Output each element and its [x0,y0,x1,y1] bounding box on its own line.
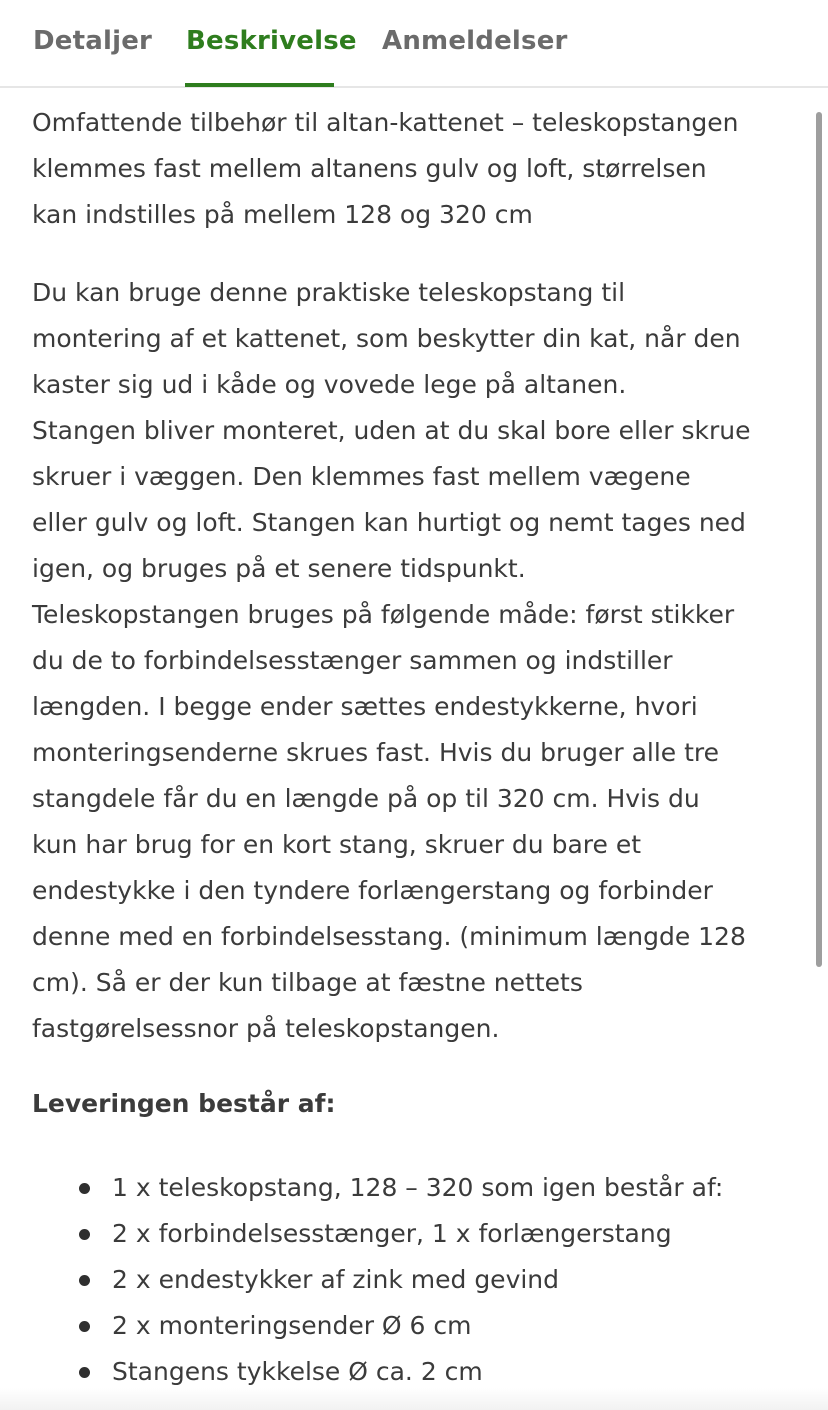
list-item-text: 2 x forbindelsesstænger, 1 x forlængerstang [112,1219,672,1248]
scrollbar[interactable] [816,112,822,967]
text-line: montering af et kattenet, som beskytter din kat, når den [32,324,741,353]
text-line: længden. I begge ender sættes endestykkerne, hvori [32,692,698,721]
text-line: monteringsenderne skrues fast. Hvis du bruger alle tre [32,738,720,767]
bullet-icon [79,1321,90,1332]
text-line: Stangen bliver monteret, uden at du skal bore eller skrue [32,416,751,445]
list-item-text: Stangens tykkelse Ø ca. 2 cm [112,1357,483,1386]
bottom-fade [0,1388,828,1410]
text-line: eller gulv og loft. Stangen kan hurtigt og nemt tages ned [32,508,746,537]
text-line: skruer i væggen. Den klemmes fast mellem vægene [32,462,691,491]
bullet-icon [79,1367,90,1378]
text-line: Omfattende tilbehør til altan-kattenet – teleskopstangen [32,108,739,137]
text-line: kun har brug for en kort stang, skruer du bare et [32,830,642,859]
text-line: fastgørelsessnor på teleskopstangen. [32,1014,500,1043]
text-line: kaster sig ud i kåde og vovede lege på altanen. [32,370,627,399]
bullet-icon [79,1229,90,1240]
delivery-list [32,1165,792,1395]
tab-detaljer[interactable]: Detaljer [33,26,153,56]
description-content [32,100,807,1052]
list-item [32,1165,792,1211]
text-line: igen, og bruges på et senere tidspunkt. [32,554,526,583]
text-line: du de to forbindelsesstænger sammen og indstiller [32,646,673,675]
list-item-text: 2 x endestykker af zink med gevind [112,1265,560,1294]
text-line: cm). Så er der kun tilbage at fæstne nettets [32,968,583,997]
text-line: kan indstilles på mellem 128 og 320 cm [32,200,533,229]
delivery-heading: Leveringen består af: [32,1089,336,1118]
list-item [32,1211,792,1257]
list-item [32,1303,792,1349]
list-item-text: 2 x monteringsender Ø 6 cm [112,1311,472,1340]
tab-bar [0,0,828,88]
text-line: denne med en forbindelsesstang. (minimum længde 128 [32,922,746,951]
body-paragraph [32,270,807,1052]
text-line: stangdele får du en længde på op til 320 cm. Hvis du [32,784,700,813]
text-line: klemmes fast mellem altanens gulv og loft, størrelsen [32,154,707,183]
text-line: Du kan bruge denne praktiske teleskopstang til [32,278,626,307]
intro-paragraph [32,100,807,238]
active-tab-indicator [185,83,334,87]
tab-anmeldelser[interactable]: Anmeldelser [382,26,568,56]
bullet-icon [79,1275,90,1286]
bullet-icon [79,1183,90,1194]
text-line: endestykke i den tyndere forlængerstang og forbinder [32,876,713,905]
text-line: Teleskopstangen bruges på følgende måde: først stikker [32,600,735,629]
list-item [32,1257,792,1303]
list-item-text: 1 x teleskopstang, 128 – 320 som igen består af: [112,1173,724,1202]
tab-beskrivelse[interactable]: Beskrivelse [186,26,357,56]
